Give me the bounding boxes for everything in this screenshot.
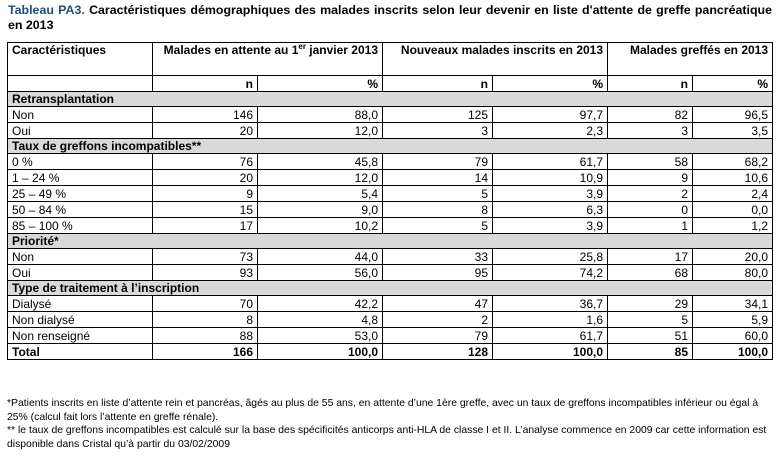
cell-count: 0 (608, 202, 693, 218)
section-row (8, 139, 773, 154)
section-row (8, 234, 773, 249)
header-group-waiting-text: Malades en attente au 1 (163, 43, 299, 57)
total-percent: 100,0 (258, 344, 383, 360)
cell-count: 47 (383, 296, 493, 312)
cell-percent: 2,4 (693, 186, 773, 202)
cell-percent: 4,8 (258, 312, 383, 328)
cell-percent: 61,7 (493, 328, 608, 344)
total-percent: 100,0 (693, 344, 773, 360)
table-row (8, 170, 773, 186)
header-group-new: Nouveaux malades inscrits en 2013 (383, 43, 608, 76)
row-label: Non (8, 107, 153, 123)
total-percent: 100,0 (493, 344, 608, 360)
cell-count: 146 (153, 107, 258, 123)
footnote: *Patients inscrits en liste d’attente rein et pancréas, âgés au plus de 55 ans, en attente d’une 1ère greffe, avec un taux de greffons incompatibles inférieur ou égal à 25% (calcul fait lors l’attente en greffe rénale). (7, 398, 759, 423)
cell-count: 9 (153, 186, 258, 202)
cell-count: 5 (383, 218, 493, 234)
header-n: n (153, 76, 258, 92)
cell-count: 79 (383, 154, 493, 170)
row-label: 85 – 100 % (8, 218, 153, 234)
header-group-grafted: Malades greffés en 2013 (608, 43, 773, 76)
cell-count: 8 (383, 202, 493, 218)
section-label: Priorité* (8, 234, 773, 249)
table-body (8, 92, 773, 360)
total-count: 166 (153, 344, 258, 360)
cell-count: 51 (608, 328, 693, 344)
row-label: 1 – 24 % (8, 170, 153, 186)
header-pct: % (493, 76, 608, 92)
cell-percent: 96,5 (693, 107, 773, 123)
cell-count: 93 (153, 265, 258, 281)
cell-count: 15 (153, 202, 258, 218)
cell-count: 3 (383, 123, 493, 139)
cell-count: 8 (153, 312, 258, 328)
header-group-waiting (153, 43, 383, 76)
table-title-text: Caractéristiques démographiques des malades inscrits selon leur devenir en liste d'attente de greffe pancréatique en 2013 (8, 3, 772, 32)
cell-count: 9 (608, 170, 693, 186)
cell-count: 2 (608, 186, 693, 202)
cell-percent: 12,0 (258, 170, 383, 186)
row-label: Non dialysé (8, 312, 153, 328)
cell-count: 33 (383, 249, 493, 265)
cell-percent: 0,0 (693, 202, 773, 218)
cell-percent: 1,6 (493, 312, 608, 328)
section-row (8, 92, 773, 107)
cell-percent: 3,9 (493, 186, 608, 202)
cell-count: 14 (383, 170, 493, 186)
cell-count: 88 (153, 328, 258, 344)
header-group-waiting-text-end: janvier 2013 (305, 43, 378, 57)
header-empty (8, 76, 153, 92)
table-row (8, 218, 773, 234)
cell-percent: 3,5 (693, 123, 773, 139)
table-row (8, 186, 773, 202)
cell-count: 17 (153, 218, 258, 234)
row-label: Non (8, 249, 153, 265)
row-label: Non renseigné (8, 328, 153, 344)
header-n: n (608, 76, 693, 92)
header-group-waiting-sup: er (298, 42, 306, 51)
table-row (8, 296, 773, 312)
total-count: 128 (383, 344, 493, 360)
cell-percent: 68,2 (693, 154, 773, 170)
cell-percent: 25,8 (493, 249, 608, 265)
cell-percent: 53,0 (258, 328, 383, 344)
cell-percent: 5,9 (693, 312, 773, 328)
cell-percent: 88,0 (258, 107, 383, 123)
footnotes (7, 397, 775, 451)
cell-percent: 12,0 (258, 123, 383, 139)
cell-percent: 61,7 (493, 154, 608, 170)
header-row-groups (8, 43, 773, 76)
cell-count: 3 (608, 123, 693, 139)
table-row (8, 328, 773, 344)
cell-percent: 10,2 (258, 218, 383, 234)
total-count: 85 (608, 344, 693, 360)
table-row (8, 249, 773, 265)
table-title (8, 3, 772, 33)
header-pct: % (693, 76, 773, 92)
table-row (8, 265, 773, 281)
row-label: Oui (8, 123, 153, 139)
header-row-units (8, 76, 773, 92)
cell-percent: 2,3 (493, 123, 608, 139)
cell-percent: 20,0 (693, 249, 773, 265)
cell-count: 82 (608, 107, 693, 123)
total-label: Total (8, 344, 153, 360)
cell-percent: 80,0 (693, 265, 773, 281)
row-label: 25 – 49 % (8, 186, 153, 202)
cell-count: 17 (608, 249, 693, 265)
header-pct: % (258, 76, 383, 92)
cell-count: 5 (383, 186, 493, 202)
cell-percent: 34,1 (693, 296, 773, 312)
cell-count: 68 (608, 265, 693, 281)
cell-percent: 56,0 (258, 265, 383, 281)
row-label: 0 % (8, 154, 153, 170)
table-row (8, 312, 773, 328)
table-row (8, 202, 773, 218)
cell-count: 95 (383, 265, 493, 281)
cell-count: 125 (383, 107, 493, 123)
cell-percent: 97,7 (493, 107, 608, 123)
cell-percent: 42,2 (258, 296, 383, 312)
section-label: Retransplantation (8, 92, 773, 107)
cell-percent: 6,3 (493, 202, 608, 218)
cell-count: 73 (153, 249, 258, 265)
cell-count: 70 (153, 296, 258, 312)
cell-count: 2 (383, 312, 493, 328)
table-row (8, 154, 773, 170)
table-row (8, 123, 773, 139)
header-characteristics: Caractéristiques (8, 43, 153, 76)
cell-percent: 10,9 (493, 170, 608, 186)
cell-count: 1 (608, 218, 693, 234)
cell-count: 29 (608, 296, 693, 312)
cell-percent: 45,8 (258, 154, 383, 170)
section-label: Type de traitement à l’inscription (8, 281, 773, 296)
section-row (8, 281, 773, 296)
cell-percent: 74,2 (493, 265, 608, 281)
row-label: Dialysé (8, 296, 153, 312)
cell-percent: 1,2 (693, 218, 773, 234)
row-label: Oui (8, 265, 153, 281)
cell-percent: 60,0 (693, 328, 773, 344)
cell-percent: 44,0 (258, 249, 383, 265)
cell-percent: 36,7 (493, 296, 608, 312)
footnote: ** le taux de greffons incompatibles est calculé sur la base des spécificités anticorps anti-HLA de classe I et II. L’analyse commence en 2009 car cette information est disponible dans Cristal qu’à partir du 03/02/2009 (7, 425, 767, 450)
table-number: Tableau PA3. (8, 3, 85, 17)
cell-percent: 10,6 (693, 170, 773, 186)
section-label: Taux de greffons incompatibles** (8, 139, 773, 154)
cell-count: 76 (153, 154, 258, 170)
cell-percent: 9,0 (258, 202, 383, 218)
cell-count: 58 (608, 154, 693, 170)
cell-percent: 3,9 (493, 218, 608, 234)
total-row (8, 344, 773, 360)
row-label: 50 – 84 % (8, 202, 153, 218)
cell-percent: 5,4 (258, 186, 383, 202)
cell-count: 20 (153, 123, 258, 139)
cell-count: 5 (608, 312, 693, 328)
data-table (7, 42, 773, 360)
table-row (8, 107, 773, 123)
cell-count: 79 (383, 328, 493, 344)
header-n: n (383, 76, 493, 92)
cell-count: 20 (153, 170, 258, 186)
